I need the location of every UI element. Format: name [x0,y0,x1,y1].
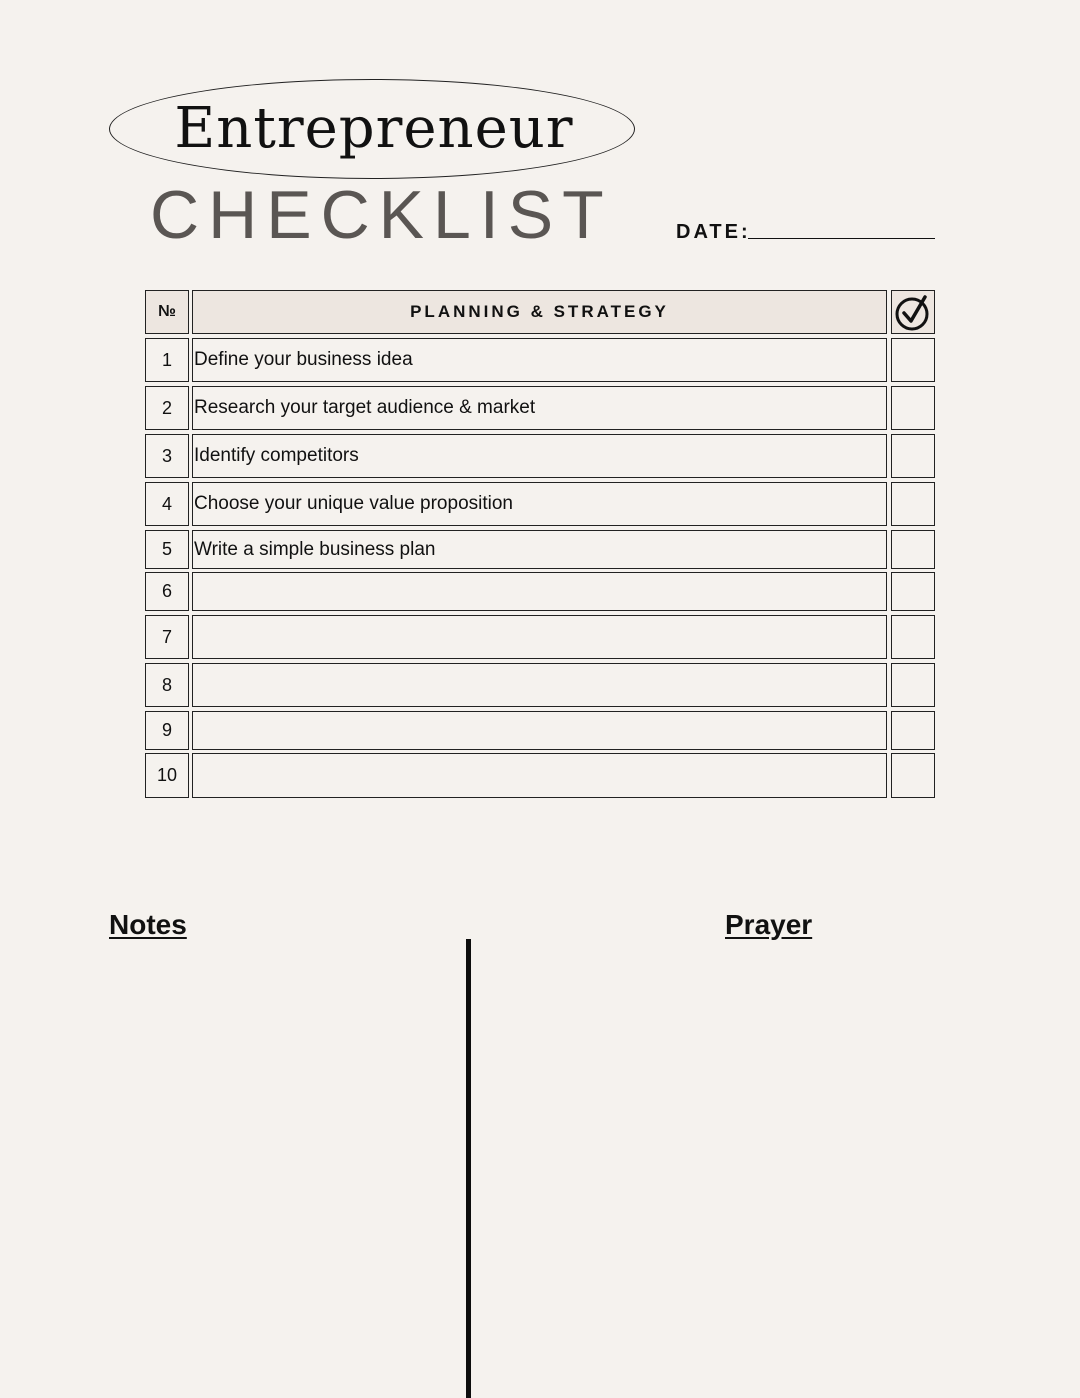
table-row-task: Research your target audience & market [192,386,887,430]
table-row-task: Identify competitors [192,434,887,478]
table-row-number: 8 [145,663,189,707]
table-row-checkbox[interactable] [891,434,935,478]
table-row-checkbox[interactable] [891,530,935,569]
table-header-section-title: PLANNING & STRATEGY [192,290,887,334]
table-row-checkbox[interactable] [891,615,935,659]
table-row-number: 4 [145,482,189,526]
prayer-heading: Prayer [725,909,813,940]
date-field-line[interactable] [748,238,935,239]
table-row-task[interactable] [192,663,887,707]
table-row-checkbox[interactable] [891,572,935,611]
table-header-number: № [145,290,189,334]
table-row-checkbox[interactable] [891,663,935,707]
table-row-checkbox[interactable] [891,753,935,798]
table-row-task[interactable] [192,572,887,611]
table-row-number: 9 [145,711,189,750]
table-row-number: 1 [145,338,189,382]
table-row-task[interactable] [192,711,887,750]
table-row-number: 3 [145,434,189,478]
table-row-number: 5 [145,530,189,569]
table-row-checkbox[interactable] [891,482,935,526]
table-header-check [891,290,935,334]
notes-heading: Notes [109,909,187,940]
table-row-number: 10 [145,753,189,798]
table-row-checkbox[interactable] [891,338,935,382]
page-title-script: Entrepreneur [174,96,574,161]
check-circle-icon [894,293,932,331]
table-row-task[interactable] [192,615,887,659]
table-row-number: 2 [145,386,189,430]
page-title-checklist: CHECKLIST [150,177,613,253]
table-row-checkbox[interactable] [891,711,935,750]
table-row-number: 6 [145,572,189,611]
vertical-divider [466,939,471,1398]
table-row-task[interactable] [192,753,887,798]
table-row-task: Define your business idea [192,338,887,382]
table-row-task: Choose your unique value proposition [192,482,887,526]
table-row-checkbox[interactable] [891,386,935,430]
table-row-number: 7 [145,615,189,659]
date-label: DATE: [676,221,751,243]
table-row-task: Write a simple business plan [192,530,887,569]
